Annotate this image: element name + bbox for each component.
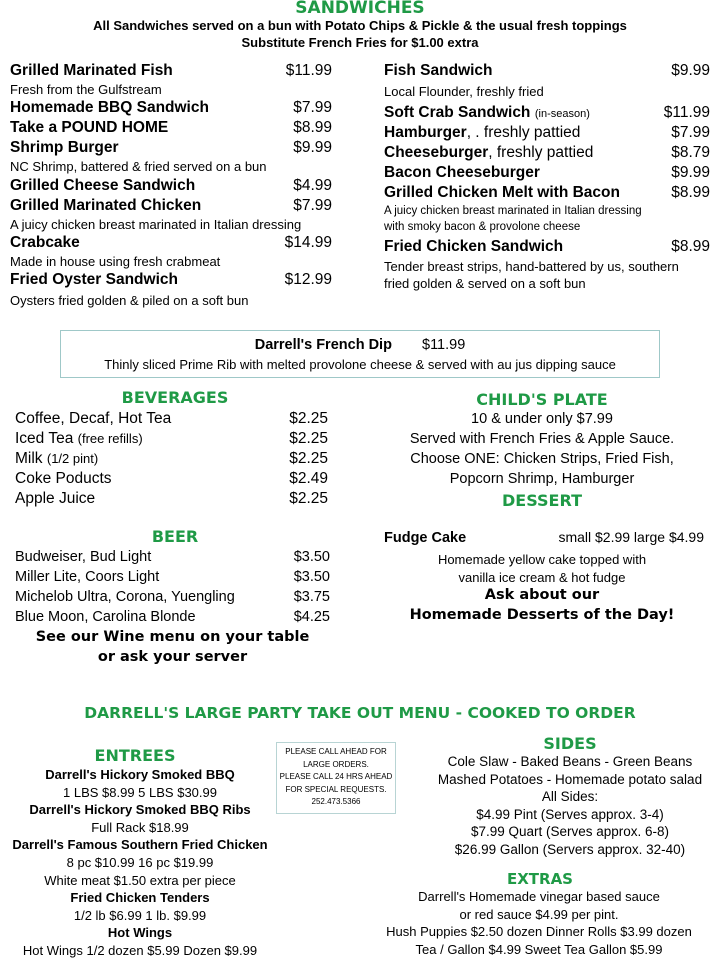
item-price: $11.99 — [285, 62, 332, 79]
item-desc: Tender breast strips, hand-battered by us, southern — [384, 259, 679, 274]
item-name: Grilled Marinated Chicken — [10, 197, 202, 214]
french-dip-name: Darrell's French Dip — [254, 337, 392, 353]
item-price: $8.79 — [671, 144, 710, 161]
french-dip-desc: Thinly sliced Prime Rib with melted provolone cheese & served with au jus dipping sauce — [104, 357, 616, 372]
item-desc: Local Flounder, freshly fried — [384, 84, 544, 99]
beverages-title: BEVERAGES — [121, 388, 229, 407]
list-item: Full Rack $18.99 — [91, 819, 189, 835]
item-note: (in-season) — [534, 108, 590, 120]
menu-item — [384, 144, 710, 162]
childs-plate-line: 10 & under only $7.99 — [471, 411, 613, 427]
dessert-desc: vanilla ice cream & hot fudge — [458, 570, 626, 585]
item-desc: A juicy chicken breast marinated in Italian dressing — [10, 217, 302, 232]
item-price: $14.99 — [284, 234, 332, 251]
list-item — [15, 609, 330, 625]
menu-item — [10, 234, 332, 252]
item-price: small $2.99 large $4.99 — [558, 529, 704, 545]
item-name: Blue Moon, Carolina Blonde — [15, 609, 196, 625]
item-price: $4.25 — [293, 609, 330, 625]
list-item: Hot Wings — [107, 925, 173, 941]
item-price: $3.50 — [293, 549, 330, 565]
item-name: Crabcake — [10, 234, 80, 251]
list-item: Darrell's Famous Southern Fried Chicken — [12, 837, 268, 853]
item-price: $8.99 — [293, 119, 332, 136]
item-price: $11.99 — [663, 104, 710, 121]
item-name: Milk — [15, 450, 43, 467]
item-name: Grilled Marinated Fish — [10, 62, 173, 79]
item-name: Soft Crab Sandwich — [384, 104, 531, 121]
list-item: Cole Slaw - Baked Beans - Green Beans — [447, 754, 693, 769]
item-name: Coffee, Decaf, Hot Tea — [15, 410, 172, 427]
notice-line: PLEASE CALL AHEAD FOR — [285, 747, 387, 756]
list-item — [15, 410, 328, 428]
item-name: Michelob Ultra, Corona, Yuengling — [15, 589, 235, 605]
item-note: (1/2 pint) — [46, 451, 99, 466]
notice-line: LARGE ORDERS. — [303, 759, 369, 769]
list-item: Mashed Potatoes - Homemade potato salad — [437, 771, 703, 787]
list-item: Hush Puppies $2.50 dozen Dinner Rolls $3.99 dozen — [386, 924, 692, 939]
list-item: Fried Chicken Tenders — [70, 890, 210, 906]
list-item: $7.99 Quart (Serves approx. 6-8) — [470, 824, 670, 839]
item-name: Cheeseburger — [384, 144, 489, 161]
list-item: Darrell's Hickory Smoked BBQ — [45, 767, 235, 782]
item-price: $4.99 — [293, 177, 332, 194]
item-name: Fried Chicken Sandwich — [384, 238, 564, 255]
item-price: $12.99 — [284, 271, 332, 288]
french-dip-price: $11.99 — [422, 337, 466, 353]
list-item: Hot Wings 1/2 dozen $5.99 Dozen $9.99 — [22, 942, 258, 958]
item-desc: Made in house using fresh crabmeat — [10, 254, 221, 269]
item-note: (free refills) — [77, 431, 143, 446]
menu-item — [10, 197, 332, 215]
childs-plate-line: Choose ONE: Chicken Strips, Fried Fish, — [410, 451, 674, 467]
list-item — [15, 569, 330, 585]
childs-plate-title: CHILD'S PLATE — [476, 390, 608, 409]
list-item: Darrell's Homemade vinegar based sauce — [418, 889, 660, 904]
menu-item — [10, 271, 332, 289]
item-desc: with smoky bacon & provolone cheese — [384, 221, 581, 233]
list-item — [15, 470, 328, 488]
item-name: Coke Poducts — [15, 470, 112, 487]
call-ahead-notice — [276, 742, 396, 814]
menu-item — [384, 104, 710, 122]
item-price: $9.99 — [293, 139, 332, 156]
entrees-list — [0, 767, 280, 961]
sandwiches-fries-note: Substitute French Fries for $1.00 extra — [241, 35, 479, 50]
menu-item — [10, 99, 332, 117]
item-price: $9.99 — [671, 62, 710, 79]
menu-item — [10, 177, 332, 195]
item-name: Budweiser, Bud Light — [15, 549, 152, 565]
sides-list — [410, 754, 720, 859]
list-item: All Sides: — [541, 789, 599, 804]
item-price: $2.25 — [289, 450, 328, 467]
sandwiches-subtitle: All Sandwiches served on a bun with Potato Chips & Pickle & the usual fresh toppings — [93, 18, 627, 33]
dessert-desc: Homemade yellow cake topped with — [437, 552, 647, 567]
item-name: Apple Juice — [15, 490, 96, 507]
item-name: Take a POUND HOME — [10, 119, 169, 136]
menu-item — [10, 119, 332, 137]
item-name: Fudge Cake — [384, 530, 467, 546]
item-name: Fish Sandwich — [384, 62, 493, 79]
list-item: Darrell's Hickory Smoked BBQ Ribs — [29, 802, 251, 818]
entrees-title: ENTREES — [94, 746, 176, 765]
item-name: Shrimp Burger — [10, 139, 119, 156]
dessert-title: DESSERT — [502, 491, 582, 510]
item-price: $7.99 — [293, 99, 332, 116]
extras-list — [360, 889, 718, 959]
french-dip-box — [60, 330, 660, 378]
beer-title: BEER — [151, 527, 199, 546]
list-item: $26.99 Gallon (Servers approx. 32-40) — [454, 841, 686, 857]
list-item — [15, 490, 328, 508]
item-price: $3.75 — [293, 589, 330, 605]
item-price: $2.25 — [289, 430, 328, 447]
menu-item — [384, 124, 710, 142]
item-suffix: , . freshly pattied — [466, 124, 581, 141]
item-desc: A juicy chicken breast marinated in Italian dressing — [384, 205, 642, 217]
menu-item — [384, 184, 710, 202]
childs-plate-line: Popcorn Shrimp, Hamburger — [449, 471, 635, 487]
item-price: $3.50 — [293, 569, 330, 585]
list-item: White meat $1.50 extra per piece — [44, 872, 236, 888]
item-name: Hamburger — [384, 124, 467, 141]
item-desc: Fresh from the Gulfstream — [10, 82, 162, 97]
dessert-ask-line1: Ask about our — [484, 587, 600, 603]
list-item: 1 LBS $8.99 5 LBS $30.99 — [63, 784, 217, 800]
sandwiches-title: SANDWICHES — [295, 0, 425, 18]
item-price: $8.99 — [671, 184, 710, 201]
item-price: $2.25 — [289, 490, 328, 507]
list-item: $4.99 Pint (Serves approx. 3-4) — [476, 806, 664, 822]
item-name: Homemade BBQ Sandwich — [10, 99, 209, 116]
item-name: Grilled Chicken Melt with Bacon — [384, 184, 620, 201]
item-name: Miller Lite, Coors Light — [15, 569, 160, 585]
menu-item — [384, 238, 710, 256]
item-name: Iced Tea — [15, 430, 74, 447]
list-item: 8 pc $10.99 16 pc $19.99 — [66, 854, 214, 870]
item-price: $9.99 — [671, 164, 710, 181]
item-desc: NC Shrimp, battered & fried served on a bun — [10, 159, 267, 174]
item-name: Grilled Cheese Sandwich — [10, 177, 196, 194]
wine-note-line1: See our Wine menu on your table — [35, 629, 310, 645]
wine-note-line2: or ask your server — [97, 649, 248, 665]
notice-phone: 252.473.5366 — [311, 797, 361, 806]
menu-item — [384, 164, 710, 182]
list-item — [15, 450, 328, 468]
list-item — [15, 589, 330, 605]
list-item: Tea / Gallon $4.99 Sweet Tea Gallon $5.99 — [415, 941, 663, 957]
item-desc: fried golden & served on a soft bun — [384, 276, 586, 291]
sides-title: SIDES — [543, 734, 597, 753]
extras-title: EXTRAS — [506, 870, 573, 888]
notice-line: PLEASE CALL 24 HRS AHEAD — [279, 772, 393, 781]
item-price: $7.99 — [293, 197, 332, 214]
item-name: Bacon Cheeseburger — [384, 164, 540, 181]
item-price: $8.99 — [671, 238, 710, 255]
list-item: 1/2 lb $6.99 1 lb. $9.99 — [73, 907, 207, 923]
item-suffix: , freshly pattied — [488, 144, 594, 161]
menu-item — [10, 139, 332, 157]
item-desc: Oysters fried golden & piled on a soft bun — [10, 293, 249, 308]
list-item — [15, 430, 328, 448]
notice-line: FOR SPECIAL REQUESTS. — [285, 784, 387, 794]
childs-plate-line: Served with French Fries & Apple Sauce. — [409, 431, 675, 447]
item-price: $7.99 — [671, 124, 710, 141]
item-price: $2.25 — [289, 410, 328, 427]
list-item: or red sauce $4.99 per pint. — [459, 906, 619, 922]
item-name: Fried Oyster Sandwich — [10, 271, 178, 288]
item-price: $2.49 — [289, 470, 328, 487]
menu-item — [384, 529, 704, 546]
party-title: DARRELL'S LARGE PARTY TAKE OUT MENU - COOKED TO ORDER — [84, 704, 636, 722]
menu-item — [384, 62, 710, 80]
dessert-ask-line2: Homemade Desserts of the Day! — [409, 607, 675, 623]
list-item — [15, 549, 330, 565]
menu-item — [10, 62, 332, 80]
